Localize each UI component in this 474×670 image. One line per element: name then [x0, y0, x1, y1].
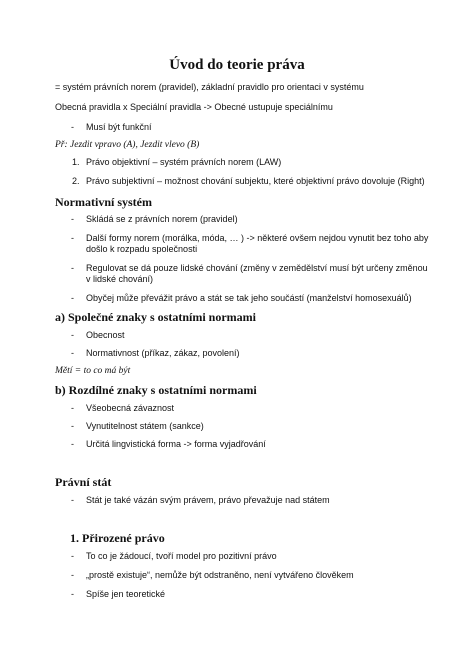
- page-title: Úvod do teorie práva: [169, 57, 305, 73]
- section-heading-normativni: Normativní systém: [55, 195, 152, 209]
- list-item: Regulovat se dá pouze lidské chování (změny v zemědělství musí být určeny změnou: [86, 263, 428, 273]
- bullet-dash: -: [71, 330, 74, 340]
- section-heading-pravni-stat: Právní stát: [55, 475, 112, 489]
- bullet-dash: -: [71, 233, 74, 243]
- list-item: Skládá se z právních norem (pravidel): [86, 214, 238, 224]
- bullet-dash: -: [71, 122, 74, 132]
- numbered-item-subjective: Právo subjektivní – možnost chování subjektu, které objektivní právo dovoluje (Right): [86, 176, 425, 186]
- bullet-dash: -: [71, 589, 74, 599]
- intro-bullet: Musí být funkční: [86, 122, 152, 132]
- bullet-dash: -: [71, 403, 74, 413]
- list-item: Obyčej může převážit právo a stát se tak jeho součástí (manželství homosexuálů): [86, 293, 412, 303]
- bullet-dash: -: [71, 293, 74, 303]
- bullet-dash: -: [71, 439, 74, 449]
- section-heading-rozdilne: b) Rozdílné znaky s ostatními normami: [55, 383, 257, 397]
- list-item: Spíše jen teoretické: [86, 589, 166, 599]
- bullet-dash: -: [71, 421, 74, 431]
- list-item: Obecnost: [86, 330, 125, 340]
- list-item: Všeobecná závaznost: [86, 403, 175, 413]
- bullet-dash: -: [71, 214, 74, 224]
- list-item: Další formy norem (morálka, móda, … ) -> některé ovšem nejdou vynutit bez toho aby: [86, 233, 429, 243]
- list-item: Vynutitelnost státem (sankce): [86, 421, 204, 431]
- bullet-dash: -: [71, 495, 74, 505]
- list-marker: 1.: [72, 157, 80, 167]
- list-item-continuation: v lidské chování): [86, 274, 154, 284]
- list-marker: 2.: [72, 176, 80, 186]
- list-item: To co je žádoucí, tvoří model pro pozitivní právo: [86, 551, 277, 561]
- bullet-dash: -: [71, 570, 74, 580]
- numbered-item-objective: Právo objektivní – systém právních norem (LAW): [86, 157, 282, 167]
- note-line: Mětí = to co má být: [55, 366, 131, 376]
- example-line: Př: Jezdit vpravo (A), Jezdit vlevo (B): [55, 140, 200, 150]
- intro-rule: Obecná pravidla x Speciální pravidla -> Obecné ustupuje speciálnímu: [55, 102, 333, 112]
- bullet-dash: -: [71, 551, 74, 561]
- list-item-continuation: došlo k rozpadu společnosti: [86, 244, 198, 254]
- list-item: Stát je také vázán svým právem, právo převažuje nad státem: [86, 495, 330, 505]
- bullet-dash: -: [71, 348, 74, 358]
- intro-definition: = systém právních norem (pravidel), základní pravidlo pro orientaci v systému: [55, 82, 364, 92]
- list-item: Normativnost (příkaz, zákaz, povolení): [86, 348, 240, 358]
- list-item: Určitá lingvistická forma -> forma vyjadřování: [86, 439, 266, 449]
- list-item: „prostě existuje“, nemůže být odstraněno, není vytvářeno člověkem: [86, 570, 354, 580]
- bullet-dash: -: [71, 263, 74, 273]
- section-heading-spolecne: a) Společné znaky s ostatními normami: [55, 310, 256, 324]
- section-heading-prirozene: 1. Přirozené právo: [70, 531, 165, 545]
